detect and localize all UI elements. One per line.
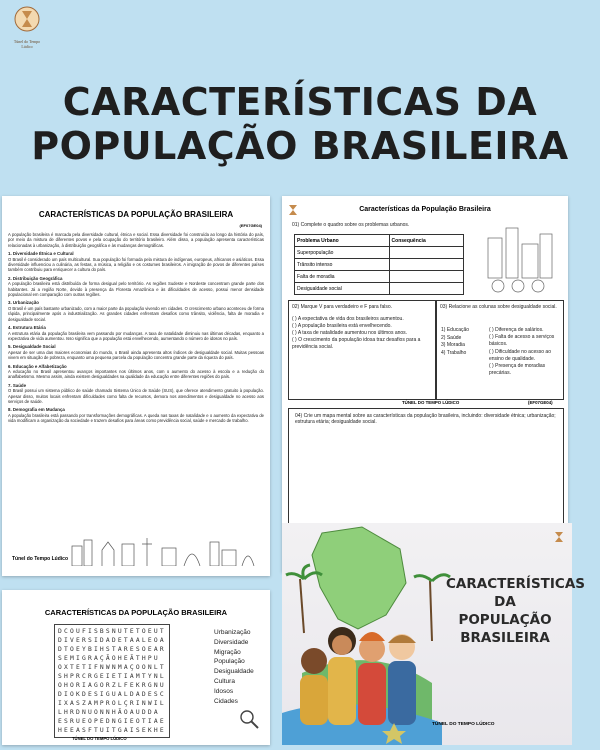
word-list-item: Migração <box>214 648 241 656</box>
grid-row[interactable]: HEEASFTUITGAISEKHE <box>58 727 166 734</box>
brand-logo <box>10 4 44 49</box>
match-left-item: 1) Educação <box>441 327 470 333</box>
section-paragraph: O Brasil possui um sistema público de saúde chamado Sistema Único de Saúde (SUS), que oferece atendimento gratuito à população. Apesar disso, muitos locais enfrentam dificuldades como falta de recursos, demora nos atendimentos e desigualdade no acesso aos serviços de saúde. <box>8 388 264 404</box>
grid-row[interactable]: SHPRCRGEIETIAMTYNL <box>58 673 166 680</box>
word-list-item: Idosos <box>214 687 234 695</box>
city-sketch-illustration <box>478 220 564 296</box>
section-heading: 8. Demografia em Mudança <box>8 407 65 413</box>
skyline-illustration <box>62 532 262 566</box>
table-cell: Trânsito intenso <box>295 259 390 271</box>
match-left-item: 2) Saúde <box>441 334 462 341</box>
table-row <box>295 259 464 271</box>
hourglass-icon <box>555 532 563 542</box>
section-paragraph: O Brasil é considerado um país multicultural. Sua população foi formada pela mistura de indígenas, europeus, africanos e asiáticos. Essa diversidade influenciou a culinária, as festas, a música, a religião e os costumes brasileiros. A imigração de povos de diferentes países também contribuiu para enriquecer a cultura do país. <box>8 256 264 273</box>
worksheet-title: Características da População Brasileira <box>359 206 491 213</box>
text-sheet-code: (EF07GE04) <box>239 223 262 228</box>
worksheet <box>282 196 568 572</box>
table-cell: Desigualdade social <box>295 283 390 295</box>
grid-row[interactable]: DIOKDESIGUALDADESC <box>58 691 166 698</box>
grid-row[interactable]: DCOUFISBSNUTETOEUT <box>58 628 166 635</box>
hero-title <box>0 80 600 168</box>
word-search-footer: TÚNEL DO TEMPO LÚDICO <box>72 736 127 741</box>
word-search-title: CARACTERÍSTICAS DA POPULAÇÃO BRASILEIRA <box>44 608 228 617</box>
table-row <box>295 283 464 295</box>
question-2-items <box>292 316 432 351</box>
question-2-box <box>288 300 436 400</box>
section-heading: 4. Estrutura Etária <box>8 325 46 331</box>
match-right-column <box>489 327 561 377</box>
question-2: 02) Marque V para verdadeiro e F para falso. <box>292 304 393 310</box>
table-header: Consequência <box>389 235 463 247</box>
section-paragraph: O Brasil é um país bastante urbanizado, com a maior parte da população vivendo em cidades. O crescimento urbano aconteceu de forma rápida, principalmente após a industrialização. As grandes cidades enfrentam desafios como trânsito, violência, falta de moradia e desigualdade social. <box>8 305 264 322</box>
section-heading: 5. Desigualdade Social <box>8 344 56 350</box>
table-header: Problema Urbano <box>295 235 390 247</box>
cover-title-line: BRASILEIRA <box>460 630 550 646</box>
hourglass-icon <box>288 204 298 216</box>
grid-row[interactable]: DTOEYBIHSTARESOEAR <box>58 646 166 653</box>
table-row <box>295 247 464 259</box>
text-sheet-sections <box>8 251 264 423</box>
match-left-column <box>441 327 469 357</box>
section-paragraph: A estrutura etária da população brasileira vem passando por mudanças. A taxa de natalidade diminuiu nas últimas décadas, enquanto a expectativa de vida aumentou. Isso significa que a população está envelhecendo, aumentando o número de idosos no país. <box>8 330 264 341</box>
section-heading: 3. Urbanização <box>8 300 39 306</box>
grid-row[interactable]: DIVERSIDADETAALEOA <box>58 637 166 644</box>
section-heading: 2. Distribuição Geográfica <box>8 275 63 281</box>
section-heading: 7. Saúde <box>8 382 27 388</box>
word-list-item: Urbanização <box>214 629 251 636</box>
text-sheet-title: CARACTERÍSTICAS DA POPULAÇÃO BRASILEIRA <box>38 210 234 219</box>
text-sheet-footer: Túnel do Tempo Lúdico <box>12 556 69 562</box>
hourglass-icon <box>10 4 44 34</box>
true-false-item[interactable]: ( ) A taxa de natalidade aumentou nos últimos anos. <box>292 330 408 336</box>
section-heading: 1. Diversidade Étnica e Cultural <box>8 251 74 257</box>
answer-cell[interactable] <box>389 247 463 259</box>
word-search-sheet <box>2 590 270 745</box>
text-sheet-intro: A população brasileira é marcada pela diversidade cultural, étnica e social. Essa diversidade foi construída ao longo da história do país, por meio da mistura de diferentes povos e pela ocupação do território brasileiro. Além disso, a população apresenta características relacionadas à urbanização, à distribuição geográfica e às mudanças demográficas. <box>8 232 264 248</box>
urban-problems-table <box>294 234 464 295</box>
magnifier-icon <box>238 708 260 730</box>
table-row <box>295 271 464 283</box>
match-right-item[interactable]: ( ) Presença de moradias precárias. <box>489 363 546 377</box>
worksheet-code: (EF07GE04) <box>528 400 553 405</box>
match-left-item: 4) Trabalho <box>441 349 467 356</box>
grid-row[interactable]: OXTETIFNWNMAÇOONLT <box>58 664 166 671</box>
true-false-item[interactable]: ( ) A expectativa de vida dos brasileiros aumentou. <box>292 316 404 322</box>
true-false-item[interactable]: ( ) A população brasileira está envelhecendo. <box>292 323 392 329</box>
cover-title-line: POPULAÇÃO <box>458 612 552 628</box>
question-1: 01) Complete o quadro sobre os problemas urbanos. <box>292 222 410 228</box>
match-right-item[interactable]: ( ) Diferença de salários. <box>489 327 544 333</box>
word-search-grid[interactable] <box>54 624 170 738</box>
word-list-item: Cultura <box>214 677 235 685</box>
cover-title <box>446 575 585 647</box>
table-cell: Superpopulação <box>295 247 390 259</box>
word-list-item: População <box>214 658 245 666</box>
true-false-item[interactable]: ( ) O crescimento da população idosa traz desafios para a previdência social. <box>292 337 421 350</box>
grid-row[interactable]: LHRDNUONNHÃOAUDDA <box>58 709 160 716</box>
text-sheet <box>2 196 270 576</box>
table-cell: Falta de moradia <box>295 271 390 283</box>
answer-cell[interactable] <box>389 259 463 271</box>
text-sheet-body <box>8 232 264 424</box>
answer-cell[interactable] <box>389 283 463 295</box>
word-list-item: Desigualdade <box>214 668 254 676</box>
hero-title-line1: CARACTERÍSTICAS DA <box>62 80 538 124</box>
section-paragraph: A população brasileira está passando por transformações demográficas. A queda nas taxas de natalidade e o aumento da expectativa de vida modificam a organização da sociedade e trazem desafios para áreas como previdência social, saúde e mercado de trabalho. <box>8 412 264 424</box>
section-paragraph: A população brasileira está distribuída de forma desigual pelo território. As regiões Sudeste e Nordeste concentram grande parte dos habitantes. Já a região Norte, devido à presença da Floresta Amazônica e às dificuldades de acesso, possui menor densidade populacional em comparação com outras regiões. <box>8 281 264 298</box>
grid-row[interactable]: ESRUEOPEDNGIEOTIAE <box>58 718 166 725</box>
cover-footer: TÚNEL DO TEMPO LÚDICO <box>432 722 495 727</box>
people-group <box>300 627 416 725</box>
grid-row[interactable]: IXASZAMPROLÇRINWIL <box>58 700 166 707</box>
section-heading: 6. Educação e Alfabetização <box>8 363 67 369</box>
cover-title-line: CARACTERÍSTICAS <box>446 576 585 592</box>
word-list-item: Diversidade <box>214 638 249 646</box>
match-right-item[interactable]: ( ) Dificuldade no acesso ao ensino de qualidade. <box>489 348 551 362</box>
match-right-item[interactable]: ( ) Falta de acesso a serviços básicos. <box>489 334 555 348</box>
question-4: 04) Crie um mapa mental sobre as características da população brasileira, incluindo: diversidade étnica; urbanização; estrutura etária; desigualdade social. <box>295 413 556 425</box>
section-paragraph: Apesar de ser uma das maiores economias do mundo, o Brasil ainda apresenta altos índices de desigualdade social. Muitas pessoas vivem em situação de pobreza, enquanto uma pequena parcela da população concentra grande parte da riqueza do país. <box>8 349 264 361</box>
word-list-item: Cidades <box>214 697 238 705</box>
word-list <box>214 628 254 706</box>
section-paragraph: A educação no Brasil apresentou avanços importantes nos últimos anos, com o aumento do acesso à escola e a redução do analfabetismo. Mesmo assim, ainda existem desigualdades na qualidade da educação entre diferentes regiões do país. <box>8 368 264 380</box>
hero-title-line2: POPULAÇÃO BRASILEIRA <box>31 124 569 168</box>
cover-title-line: DA <box>494 594 516 610</box>
answer-cell[interactable] <box>389 271 463 283</box>
worksheet-brand: TÚNEL DO TEMPO LÚDICO <box>402 400 460 405</box>
question-3-box <box>436 300 564 400</box>
question-3: 03) Relacione as colunas sobre desigualdade social. <box>440 304 557 310</box>
logo-text: Túnel do Tempo Lúdico <box>13 39 41 49</box>
grid-row[interactable]: OHORIAGORZLFEKRGNU <box>58 682 166 689</box>
grid-row[interactable]: SEMIGRAÇÃOHEÃTHPU <box>58 655 160 662</box>
cover-card <box>282 523 585 745</box>
match-left-item: 3) Moradia <box>441 342 465 349</box>
